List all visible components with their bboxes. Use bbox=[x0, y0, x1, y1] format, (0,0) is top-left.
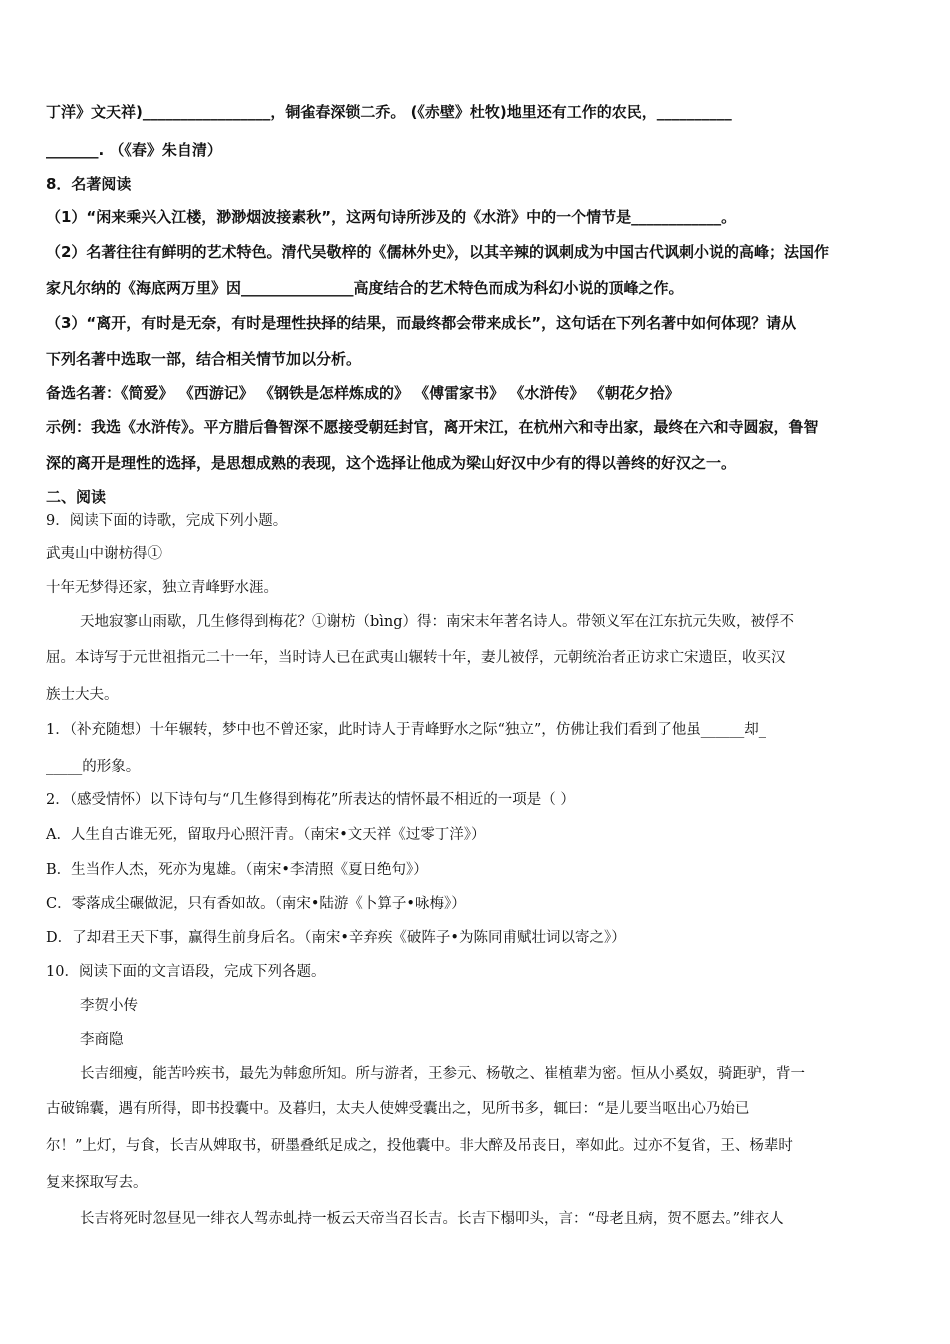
subquestion-1-cont: _____的形象。 bbox=[46, 759, 141, 775]
book-options: 备选名著：《简爱》 《西游记》 《钢铁是怎样炼成的》 《傅雷家书》 《水浒传》 《朝花夕拾》 bbox=[46, 384, 680, 402]
question-8-part-1: （1）“闲来乘兴入江楼，渺渺烟波接素秋”，这两句诗所涉及的《水浒》中的一个情节是____________。 bbox=[46, 208, 737, 226]
example-line-1: 示例：我选《水浒传》。平方腊后鲁智深不愿接受朝廷封官，离开宋江，在杭州六和寺出家，最终在六和寺圆寂，鲁智 bbox=[46, 418, 819, 436]
note-line-2: 屈。本诗写于元世祖指元二十一年，当时诗人已在武夷山辗转十年，妻儿被俘，元朝统治者正访求亡宋遗臣，收买汉 bbox=[46, 650, 786, 666]
example-line-2: 深的离开是理性的选择，是思想成熟的表现，这个选择让他成为梁山好汉中少有的得以善终的好汉之一。 bbox=[46, 454, 737, 472]
question-8-part-3-cont: 下列名著中选取一部，结合相关情节加以分析。 bbox=[46, 350, 362, 368]
question-8-part-2-cont: 家凡尔纳的《海底两万里》因_______________高度结合的艺术特色而成为科幻小说的顶峰之作。 bbox=[46, 279, 684, 297]
passage-line-1: 长吉细瘦，能苦吟疾书，最先为韩愈所知。所与游者，王参元、杨敬之、崔植辈为密。恒从小奚奴，骑距驴，背一 bbox=[80, 1066, 805, 1082]
passage-line-2: 古破锦囊，遇有所得，即书投囊中。及暮归，太夫人使婢受囊出之，见所书多，辄曰：“是儿要当呕出心乃始已 bbox=[46, 1101, 750, 1117]
subquestion-1: 1．（补充随想）十年辗转，梦中也不曾还家，此时诗人于青峰野水之际“独立”，仿佛让我们看到了他虽______却_ bbox=[46, 722, 767, 738]
option-d: D．了却君王天下事，赢得生前身后名。（南宋•辛弃疾《破阵子•为陈同甫赋壮词以寄之》） bbox=[46, 930, 626, 946]
passage-line-5: 长吉将死时忽昼见一绯衣人驾赤虬持一板云天帝当召长吉。长吉下榻叩头，言：“母老且病，贺不愿去。”绯衣人 bbox=[80, 1211, 784, 1227]
text-line-1: 丁洋》文天祥)_________________，铜雀春深锁二乔。 (《赤壁》杜牧)地里还有工作的农民，__________ bbox=[46, 103, 732, 121]
question-8-title: 8．名著阅读 bbox=[46, 175, 132, 193]
subquestion-2: 2．（感受情怀）以下诗句与“几生修得到梅花”所表达的情怀最不相近的一项是（ ） bbox=[46, 792, 575, 808]
poem-line-1: 十年无梦得还家，独立青峰野水涯。 bbox=[46, 580, 278, 596]
note-line-3: 族士大夫。 bbox=[46, 687, 119, 703]
question-9-title: 9．阅读下面的诗歌，完成下列小题。 bbox=[46, 513, 288, 529]
passage-title: 李贺小传 bbox=[80, 998, 138, 1014]
text-line-2: _______. （《春》朱自清） bbox=[46, 141, 222, 159]
question-8-part-3: （3）“离开，有时是无奈，有时是理性抉择的结果，而最终都会带来成长”，这句话在下列名著中如何体现？请从 bbox=[46, 314, 797, 332]
passage-author: 李商隐 bbox=[80, 1032, 124, 1048]
question-8-part-2: （2）名著往往有鲜明的艺术特色。清代吴敬梓的《儒林外史》，以其辛辣的讽刺成为中国古代讽刺小说的高峰；法国作 bbox=[46, 243, 829, 261]
section-reading-heading: 二、阅读 bbox=[46, 488, 107, 506]
poem-line-2-note: 天地寂寥山雨歇，几生修得到梅花？①谢枋（bìng）得：南宋末年著名诗人。带领义军在江东抗元失败，被俘不 bbox=[80, 614, 795, 630]
passage-line-4: 复来探取写去。 bbox=[46, 1175, 148, 1191]
option-c: C．零落成尘碾做泥，只有香如故。（南宋•陆游《卜算子•咏梅》） bbox=[46, 896, 466, 912]
question-10-title: 10．阅读下面的文言语段，完成下列各题。 bbox=[46, 964, 326, 980]
passage-line-3: 尔！”上灯，与食，长吉从婢取书，研墨叠纸足成之，投他囊中。非大醉及吊丧日，率如此。过亦不复省，王、杨辈时 bbox=[46, 1138, 793, 1154]
option-a: A．人生自古谁无死，留取丹心照汗青。（南宋•文天祥《过零丁洋》） bbox=[46, 827, 486, 843]
poem-title: 武夷山中谢枋得① bbox=[46, 546, 162, 562]
option-b: B．生当作人杰，死亦为鬼雄。（南宋•李清照《夏日绝句》） bbox=[46, 862, 428, 878]
